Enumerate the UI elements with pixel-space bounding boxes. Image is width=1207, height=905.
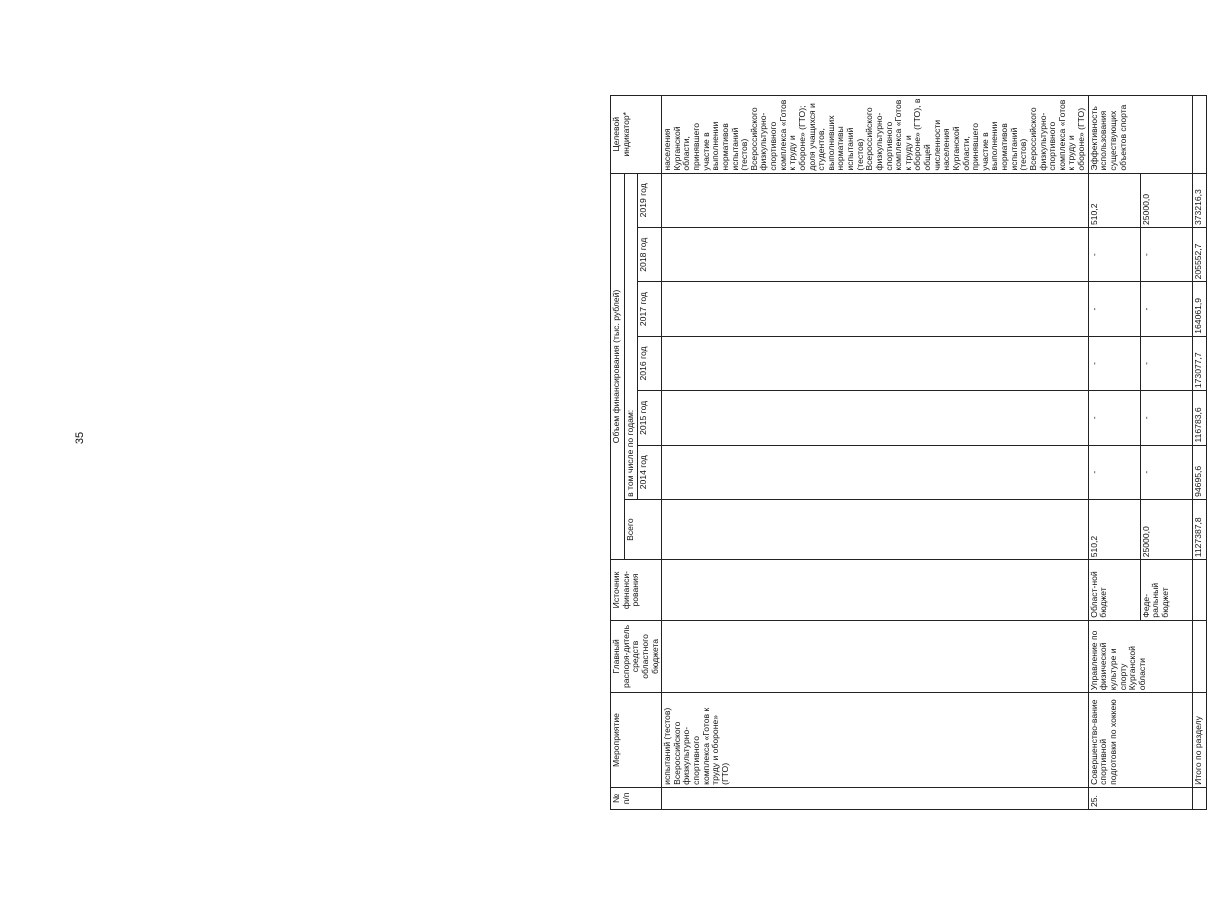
cell-source: Феде-ральный бюджет [1140, 560, 1192, 620]
cell-year [662, 391, 1089, 445]
cell-year: 25000,0 [1140, 173, 1192, 227]
total-year: 164061,9 [1192, 282, 1206, 336]
cell-year [662, 445, 1089, 499]
header-by-years: в том числе по годам: [625, 173, 638, 499]
header-manager: Главный распоря-дитель средств областного бюджета [611, 620, 662, 693]
cell-year: - [1140, 228, 1192, 282]
cell-year: - [1140, 282, 1192, 336]
header-year: 2017 год [638, 282, 662, 336]
total-label: Итого по разделу [1192, 693, 1206, 788]
header-year: 2015 год [638, 391, 662, 445]
table-row [662, 96, 1089, 810]
cell-year: - [1140, 445, 1192, 499]
header-year: 2014 год [638, 445, 662, 499]
cell-measure: Совершенство-вание спортивной подготовки по хоккею [1088, 693, 1192, 788]
cell-year: - [1088, 336, 1140, 390]
cell-year: - [1088, 228, 1140, 282]
cell-indicator: населения Курганской области, принявшего участие в выполнении нормативов испытаний (тестов) Всероссийского физкультурно-спортивного комплекса «Готов к труду и обороне» (ГТО); доля учащихся и студентов, выполнивших нормативы испытаний (тестов) Всероссийского физкультурно-спортивного комплекса «Готов к труду и обороне» (ГТО), в общей численности населения Курганской области, принявшего участие в выполнении нормативов испытаний (тестов) Всероссийского физкультурно-спортивного комплекса «Готов к труду и обороне» (ГТО) [662, 96, 1089, 174]
cell-manager [662, 620, 1089, 693]
header-source: Источник финанси-рования [611, 560, 662, 620]
cell-num [662, 787, 1089, 809]
cell-year [662, 173, 1089, 227]
total-year: 94695,6 [1192, 445, 1206, 499]
total-sum: 1127387,8 [1192, 499, 1206, 559]
cell-year: - [1088, 445, 1140, 499]
cell-year: - [1088, 282, 1140, 336]
header-indicator: Целевой индикатор* [611, 96, 662, 174]
cell-source: Област-ной бюджет [1088, 560, 1140, 620]
cell-year: - [1140, 336, 1192, 390]
header-num: № п/п [611, 787, 662, 809]
cell-year: - [1140, 391, 1192, 445]
cell-year [662, 228, 1089, 282]
table-row [1088, 96, 1140, 810]
cell-year: - [1088, 391, 1140, 445]
cell-total [662, 499, 1089, 559]
cell-num [1192, 787, 1206, 809]
header-total: Всего [625, 499, 662, 559]
header-year: 2018 год [638, 228, 662, 282]
cell-manager [1192, 620, 1206, 693]
cell-total: 25000,0 [1140, 499, 1192, 559]
total-year: 173077,7 [1192, 336, 1206, 390]
cell-manager: Управление по физической культуре и спорту Курганской области [1088, 620, 1192, 693]
cell-year [662, 282, 1089, 336]
cell-source [1192, 560, 1206, 620]
header-measure: Мероприятие [611, 693, 662, 788]
page-number: 35 [74, 431, 87, 445]
total-year: 373216,3 [1192, 173, 1206, 227]
cell-year [662, 336, 1089, 390]
financing-table [610, 95, 1207, 810]
cell-measure: испытаний (тестов) Всероссийского физкультурно-спортивного комплекса «Готов к труду и обороне» (ГТО) [662, 693, 1089, 788]
cell-indicator: Эффективность использования существующих объектов спорта [1088, 96, 1192, 174]
header-volume: Объем финансирования (тыс. рублей) [611, 173, 625, 560]
cell-total: 510,2 [1088, 499, 1140, 559]
rotated-table-wrapper [610, 95, 1203, 810]
cell-source [662, 560, 1089, 620]
header-year: 2019 год [638, 173, 662, 227]
cell-indicator [1192, 96, 1206, 174]
total-row [1192, 96, 1206, 810]
total-year: 205552,7 [1192, 228, 1206, 282]
header-year: 2016 год [638, 336, 662, 390]
total-year: 116783,6 [1192, 391, 1206, 445]
cell-year: 510,2 [1088, 173, 1140, 227]
cell-num: 25. [1088, 787, 1192, 809]
